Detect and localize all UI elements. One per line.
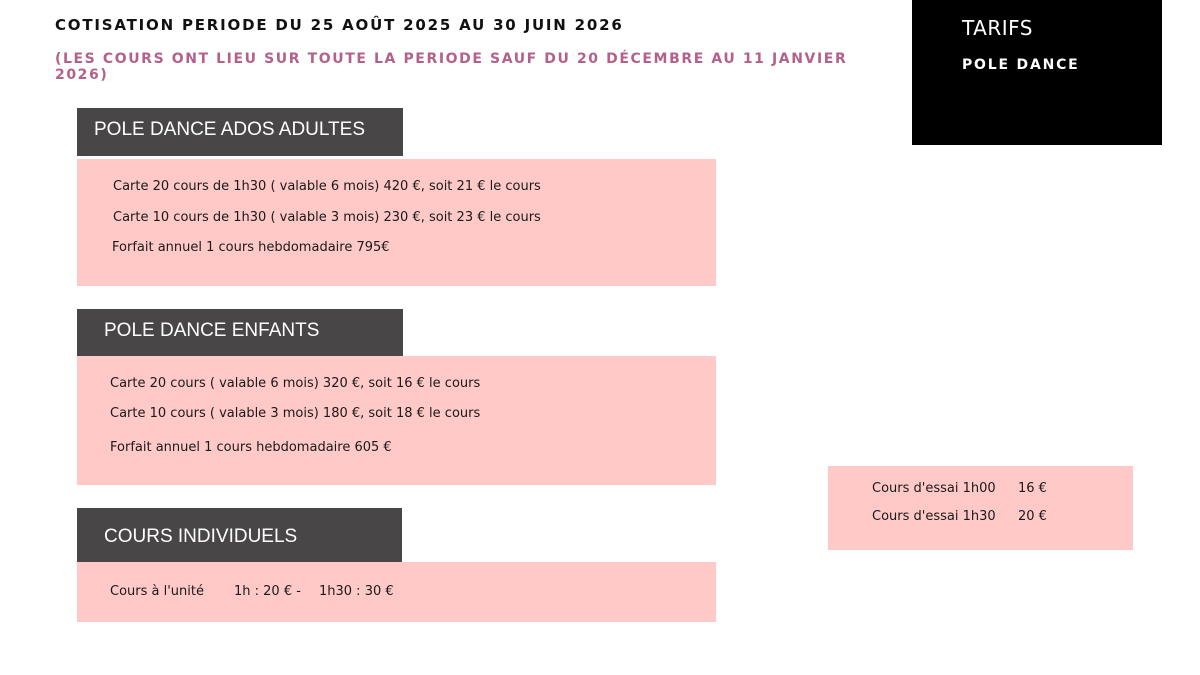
tarifs-subtitle: POLE DANCE: [962, 57, 1080, 73]
price-line: Forfait annuel 1 cours hebdomadaire 605 €: [110, 440, 392, 455]
section-panel-ados-adultes: [77, 159, 716, 286]
section-panel-enfants: [77, 356, 716, 485]
unit-lesson-price-1h: 1h : 20 € -: [234, 584, 301, 599]
tarifs-box: [912, 0, 1162, 145]
price-line: Carte 10 cours ( valable 3 mois) 180 €, soit 18 € le cours: [110, 406, 481, 421]
tarifs-title: TARIFS: [962, 16, 1033, 40]
unit-lesson-price-1h30: 1h30 : 30 €: [319, 584, 394, 599]
trial-price: 20 €: [1018, 509, 1047, 524]
price-line: Carte 20 cours de 1h30 ( valable 6 mois) 420 €, soit 21 € le cours: [113, 179, 541, 194]
section-header-individuels: COURS INDIVIDUELS: [77, 508, 402, 562]
price-line: Forfait annuel 1 cours hebdomadaire 795€: [112, 240, 390, 255]
trial-label: Cours d'essai 1h00: [872, 481, 996, 496]
page-subtitle: (LES COURS ONT LIEU SUR TOUTE LA PERIODE SAUF DU 20 DÉCEMBRE AU 11 JANVIER 2026): [55, 51, 848, 83]
unit-lesson-label: Cours à l'unité: [110, 584, 204, 599]
section-header-ados-adultes: POLE DANCE ADOS ADULTES: [77, 108, 403, 156]
section-panel-individuels: [77, 562, 716, 622]
trial-panel: [828, 466, 1133, 550]
page-title: COTISATION PERIODE DU 25 AOÛT 2025 AU 30 JUIN 2026: [55, 16, 624, 34]
price-line: Carte 20 cours ( valable 6 mois) 320 €, soit 16 € le cours: [110, 376, 481, 391]
section-header-enfants: POLE DANCE ENFANTS: [77, 309, 403, 357]
trial-price: 16 €: [1018, 481, 1047, 496]
price-line: Carte 10 cours de 1h30 ( valable 3 mois) 230 €, soit 23 € le cours: [113, 210, 541, 225]
trial-label: Cours d'essai 1h30: [872, 509, 996, 524]
